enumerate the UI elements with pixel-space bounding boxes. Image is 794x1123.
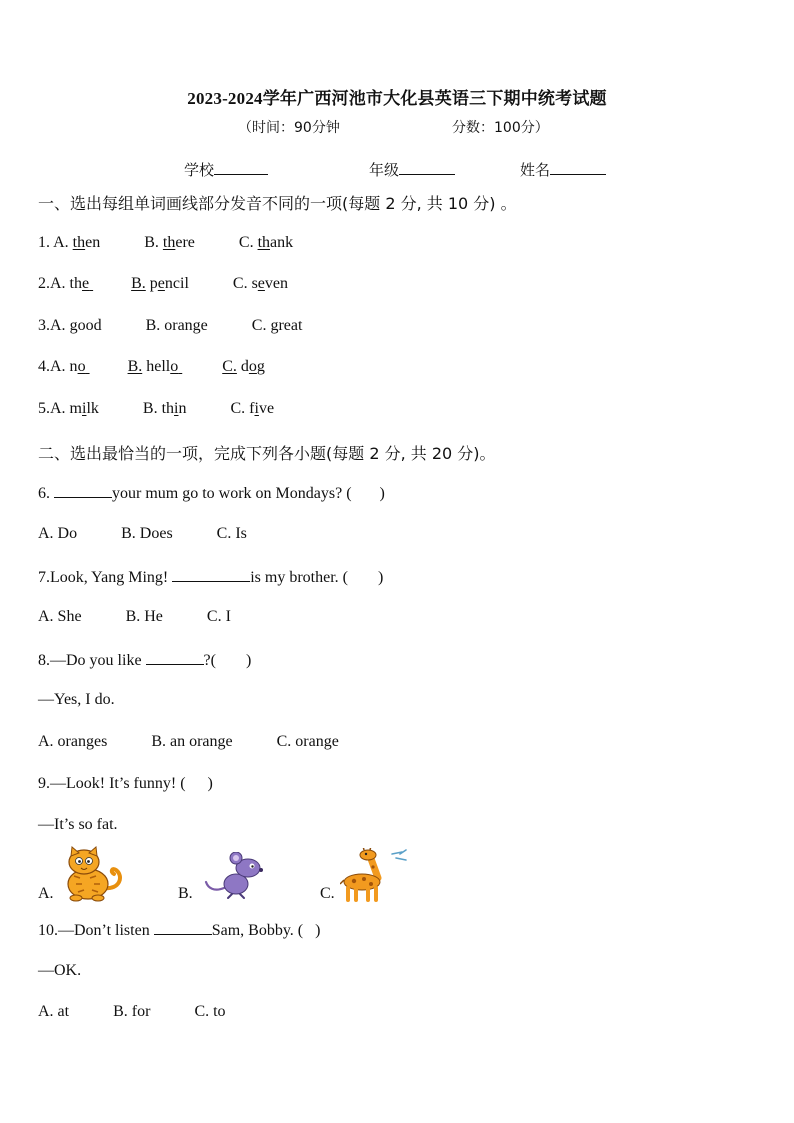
option-a[interactable]: A. She (38, 608, 82, 625)
option-a[interactable]: A. oranges (38, 733, 108, 750)
question-10-options (38, 1003, 226, 1021)
question-8: 8.—Do you like ?( ) (38, 652, 252, 669)
question-3: 3.A. good B. orange C. great (38, 317, 303, 334)
question-5: 5.A. milk B. thin C. five (38, 400, 275, 417)
question-1: 1. A. then B. there C. thank (38, 234, 294, 251)
question-10: 10.—Don’t listen Sam, Bobby. ( ) (38, 922, 321, 939)
page-title: 2023-2024学年广西河池市大化县英语三下期中统考试题 (187, 89, 607, 108)
option-b[interactable]: B. an orange (151, 733, 233, 750)
question-8-answer: —Yes, I do. (38, 691, 115, 708)
question-7: 7.Look, Yang Ming! is my brother. ( ) (38, 569, 384, 586)
grade-field[interactable] (369, 159, 455, 180)
answer-blank[interactable] (154, 920, 212, 935)
mouse-picture (204, 852, 268, 900)
option-a[interactable]: A. (38, 885, 54, 902)
question-2: 2.A. the B. pencil C. seven (38, 275, 289, 292)
giraffe-picture (340, 848, 412, 902)
option-c[interactable]: C. I (206, 608, 231, 625)
question-9-answer: —It’s so fat. (38, 816, 118, 833)
name-field[interactable] (520, 159, 606, 180)
answer-blank[interactable] (54, 483, 112, 498)
question-4: 4.A. no B. hello C. dog (38, 358, 265, 375)
option-b[interactable]: B. for (113, 1003, 151, 1020)
question-6: 6. your mum go to work on Mondays? ( ) (38, 485, 385, 502)
exam-time: （时间：90分钟 (238, 120, 340, 136)
cat-picture (60, 846, 126, 902)
answer-blank[interactable] (172, 567, 250, 582)
exam-score: 分数：100分） (452, 120, 549, 136)
option-b[interactable]: B. Does (121, 525, 173, 542)
grade-label: 年级 (369, 161, 400, 179)
option-a[interactable]: A. Do (38, 525, 78, 542)
question-8-options (38, 733, 339, 751)
question-6-options (38, 525, 247, 543)
answer-blank[interactable] (146, 650, 204, 665)
option-a[interactable]: A. at (38, 1003, 70, 1020)
school-field[interactable] (184, 159, 268, 180)
question-7-options (38, 608, 231, 626)
option-b[interactable]: B. He (125, 608, 163, 625)
question-10-answer: —OK. (38, 962, 82, 979)
question-9: 9.—Look! It’s funny! ( ) (38, 775, 213, 792)
name-blank[interactable] (550, 160, 606, 175)
school-label: 学校 (184, 161, 215, 179)
option-c[interactable]: C. (320, 885, 335, 902)
grade-blank[interactable] (399, 160, 455, 175)
section1-heading: 一、选出每组单词画线部分发音不同的一项(每题 2 分, 共 10 分) 。 (38, 194, 517, 213)
option-b[interactable]: B. (178, 885, 193, 902)
school-blank[interactable] (214, 160, 268, 175)
name-label: 姓名 (520, 161, 551, 179)
option-c[interactable]: C. Is (216, 525, 247, 542)
section2-heading: 二、选出最恰当的一项，完成下列各小题(每题 2 分, 共 20 分)。 (38, 444, 496, 463)
option-c[interactable]: C. to (194, 1003, 226, 1020)
option-c[interactable]: C. orange (276, 733, 339, 750)
